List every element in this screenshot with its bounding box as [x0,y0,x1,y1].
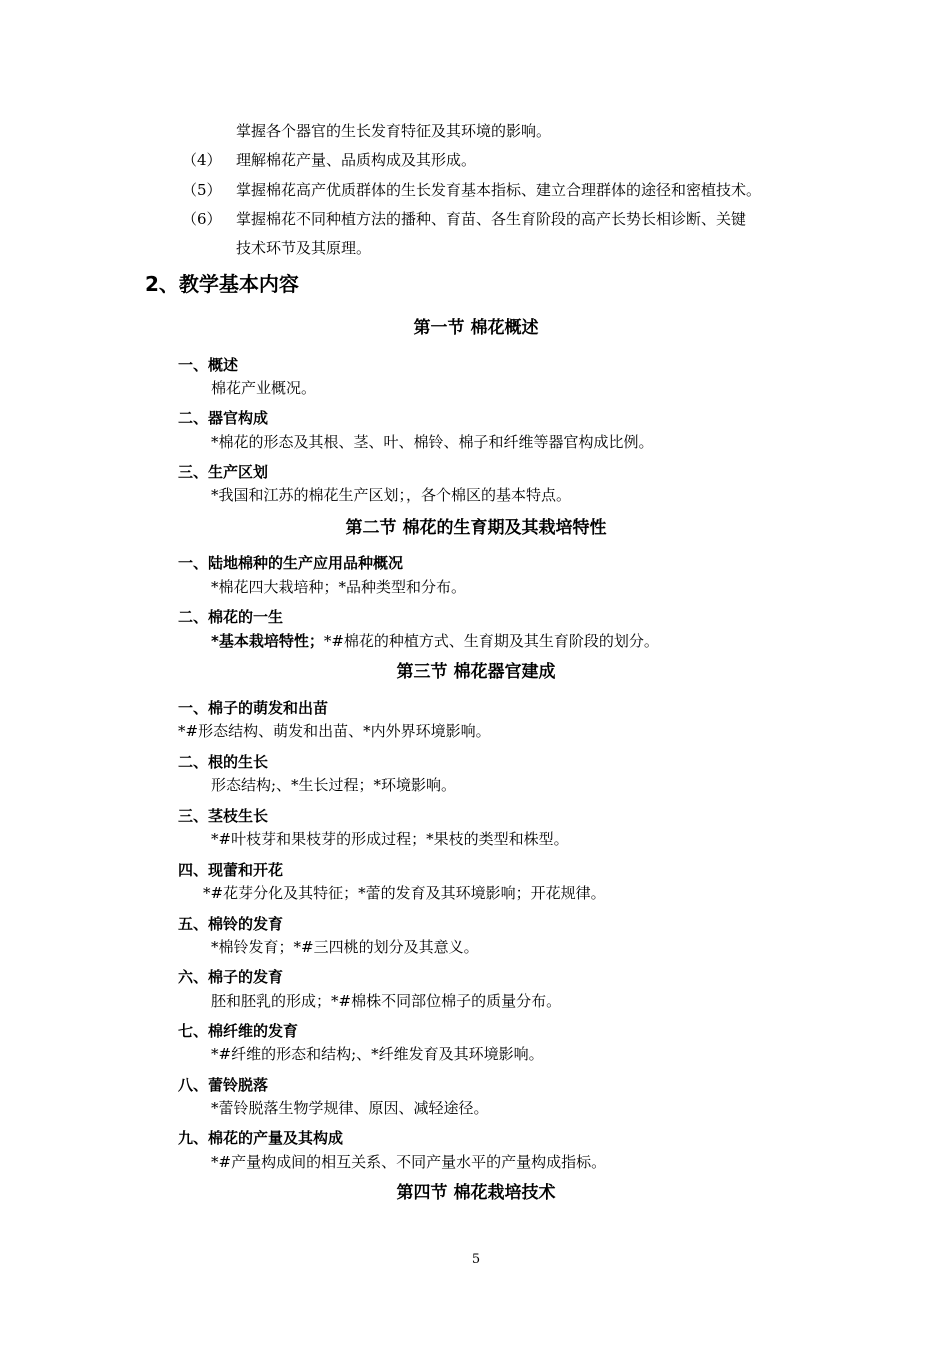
s1-sub-3-body: *我国和江苏的棉花生产区划；，各个棉区的基本特点。 [211,486,572,504]
objective-text-6: 掌握棉花不同种植方法的播种、育苗、各生育阶段的高产长势长相诊断、关键 [236,210,747,228]
s3-sub-2-body: 形态结构;、*生长过程；*环境影响。 [211,776,457,794]
s3-sub-4-head: 四、现蕾和开花 [178,861,284,879]
section-heading: 2、教学基本内容 [145,272,299,296]
s3-sub-3-body: *#叶枝芽和果枝芽的形成过程；*果枝的类型和株型。 [211,830,569,848]
s2-sub-2-body-text: *#棉花的种植方式、生育期及其生育阶段的划分。 [323,632,659,650]
objective-text-6-cont: 技术环节及其原理。 [236,239,372,257]
section-4-title: 第四节 棉花栽培技术 [396,1183,556,1203]
objective-text-5: 掌握棉花高产优质群体的生长发育基本指标、建立合理群体的途径和密植技术。 [236,181,762,199]
s3-sub-4-body: *#花芽分化及其特征；*蕾的发育及其环境影响；开花规律。 [203,884,606,902]
s3-sub-8-body: *蕾铃脱落生物学规律、原因、减轻途径。 [211,1099,489,1117]
section-2-title: 第二节 棉花的生育期及其栽培特性 [345,518,607,538]
s2-sub-1-head: 一、陆地棉种的生产应用品种概况 [178,554,404,572]
s1-sub-3-head: 三、生产区划 [178,463,269,481]
s3-sub-2-head: 二、根的生长 [178,753,269,771]
objective-continuation: 掌握各个器官的生长发育特征及其环境的影响。 [236,122,552,140]
s3-sub-3-head: 三、茎枝生长 [178,807,269,825]
s3-sub-7-head: 七、棉纤维的发育 [178,1022,299,1040]
s3-sub-1-body: *#形态结构、萌发和出苗、*内外界环境影响。 [178,722,491,740]
s3-sub-8-head: 八、蕾铃脱落 [178,1076,269,1094]
objective-number-4: （4） [182,151,222,169]
s3-sub-6-head: 六、棉子的发育 [178,968,284,986]
s1-sub-1-head: 一、概述 [178,356,239,374]
s1-sub-1-body: 棉花产业概况。 [211,379,317,397]
s2-sub-2-body [211,631,659,651]
page-number: 5 [471,1252,481,1267]
s1-sub-2-head: 二、器官构成 [178,409,269,427]
s3-sub-1-head: 一、棉子的萌发和出苗 [178,699,329,717]
s3-sub-6-body: 胚和胚乳的形成；*#棉株不同部位棉子的质量分布。 [211,992,562,1010]
s3-sub-7-body: *#纤维的形态和结构;、*纤维发育及其环境影响。 [211,1045,544,1063]
objective-number-5: （5） [182,181,222,199]
s3-sub-5-head: 五、棉铃的发育 [178,915,284,933]
s3-sub-5-body: *棉铃发育；*#三四桃的划分及其意义。 [211,938,479,956]
objective-text-4: 理解棉花产量、品质构成及其形成。 [236,151,477,169]
objective-number-6: （6） [182,210,222,228]
section-3-title: 第三节 棉花器官建成 [396,662,556,682]
s3-sub-9-head: 九、棉花的产量及其构成 [178,1129,344,1147]
s2-sub-1-body: *棉花四大栽培种；*品种类型和分布。 [211,578,467,596]
s2-sub-2-head: 二、棉花的一生 [178,608,284,626]
s1-sub-2-body: *棉花的形态及其根、茎、叶、棉铃、棉子和纤维等器官构成比例。 [211,433,654,451]
s2-sub-2-body-bold: *基本栽培特性； [211,632,324,650]
s3-sub-9-body: *#产量构成间的相互关系、不同产量水平的产量构成指标。 [211,1153,607,1171]
section-1-title: 第一节 棉花概述 [413,318,539,338]
